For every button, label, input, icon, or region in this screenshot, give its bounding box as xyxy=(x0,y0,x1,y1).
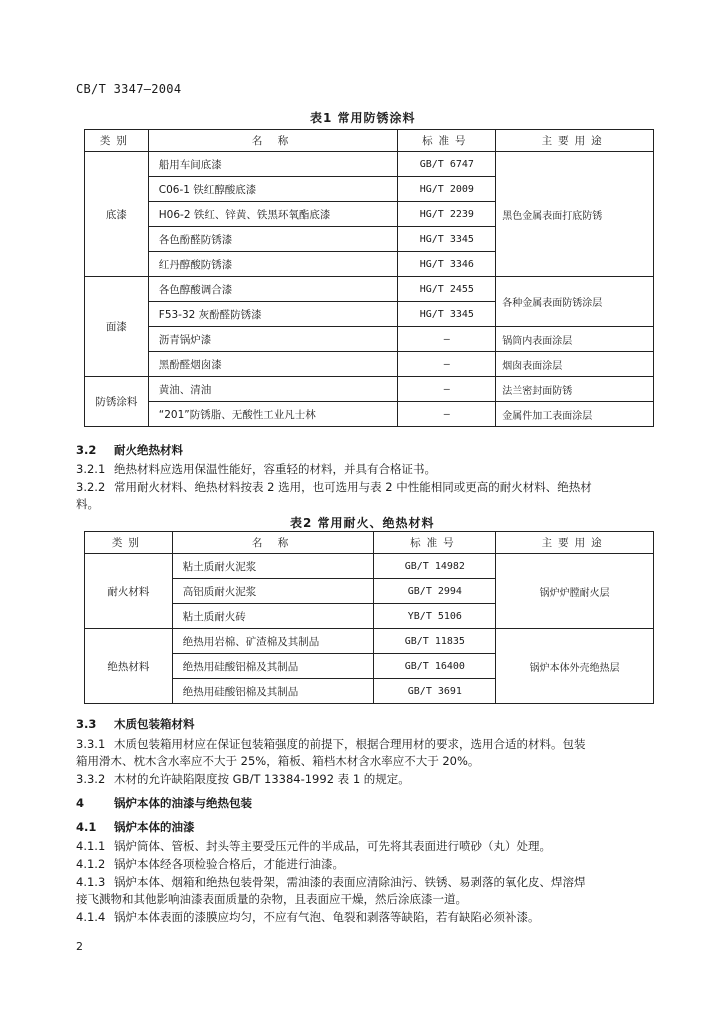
section-3-2-heading xyxy=(76,442,662,459)
table1-code: — xyxy=(398,352,496,377)
table1-use: 金属件加工表面涂层 xyxy=(496,402,654,427)
table1-header-use: 主要用途 xyxy=(496,130,654,152)
clause-number: 3.2.1 xyxy=(76,462,106,476)
table1-name: 船用车间底漆 xyxy=(148,152,398,177)
table1-name: F53-32 灰酚醛防锈漆 xyxy=(148,302,398,327)
clause-number: 4.1.1 xyxy=(76,839,106,853)
table2-header-name: 名 称 xyxy=(172,532,374,554)
clause-text: 锅炉本体经各项检验合格后，才能进行油漆。 xyxy=(114,857,344,871)
table1-code: — xyxy=(398,377,496,402)
table1-name: 红丹醇酸防锈漆 xyxy=(148,252,398,277)
clause-text: 木材的允许缺陷限度按 GB/T 13384-1992 表 1 的规定。 xyxy=(114,772,410,786)
table-row xyxy=(85,352,654,377)
table1-code: HG/T 3345 xyxy=(398,227,496,252)
section-number: 3.2 xyxy=(76,443,97,457)
clause-text-continued: 箱用滑木、枕木含水率应不大于 25%，箱板、箱档木材含水率应不大于 20%。 xyxy=(76,754,480,768)
clause-text: 绝热材料应选用保温性能好，容重轻的材料，并具有合格证书。 xyxy=(114,462,436,476)
table2-code: GB/T 16400 xyxy=(374,654,496,679)
table-row xyxy=(85,629,654,654)
table1-name: “201”防锈脂、无酸性工业凡士林 xyxy=(148,402,398,427)
table1 xyxy=(84,129,654,427)
section-title: 锅炉本体的油漆与绝热包装 xyxy=(114,796,252,810)
table1-name: 沥青锅炉漆 xyxy=(148,327,398,352)
clause-4-1-4 xyxy=(76,909,662,926)
table2-use: 锅炉炉膛耐火层 xyxy=(496,554,654,629)
table2-code: YB/T 5106 xyxy=(374,604,496,629)
clause-text: 锅炉本体、烟箱和绝热包装骨架，需油漆的表面应清除油污、铁锈、易剥落的氧化皮、焊溶焊 xyxy=(114,875,586,889)
table1-name: C06-1 铁红醇酸底漆 xyxy=(148,177,398,202)
clause-text: 常用耐火材料、绝热材料按表 2 选用，也可选用与表 2 中性能相同或更高的耐火材料、绝热材 xyxy=(114,480,592,494)
clause-3-2-2-continued xyxy=(76,496,662,513)
table2-name: 粘土质耐火砖 xyxy=(172,604,374,629)
clause-text: 锅炉筒体、管板、封头等主要受压元件的半成品，可先将其表面进行喷砂（丸）处理。 xyxy=(114,839,551,853)
table-row xyxy=(85,402,654,427)
table-row xyxy=(85,554,654,579)
section-number: 4 xyxy=(76,796,85,810)
table1-name: 各色醇酸调合漆 xyxy=(148,277,398,302)
table1-header-row xyxy=(85,130,654,152)
table1-code: HG/T 3346 xyxy=(398,252,496,277)
table1-use: 黑色金属表面打底防锈 xyxy=(496,152,654,277)
clause-3-3-1-continued xyxy=(76,753,662,770)
table1-code: HG/T 3345 xyxy=(398,302,496,327)
table1-category-antirust: 防锈涂料 xyxy=(85,377,149,427)
table1-name: 各色酚醛防锈漆 xyxy=(148,227,398,252)
table1-code: GB/T 6747 xyxy=(398,152,496,177)
table1-name: 黑酚醛烟囱漆 xyxy=(148,352,398,377)
clause-4-1-2 xyxy=(76,856,662,873)
clause-3-3-2 xyxy=(76,771,662,788)
table1-name: 黄油、清油 xyxy=(148,377,398,402)
table2-code: GB/T 3691 xyxy=(374,679,496,704)
clause-text: 木质包装箱用材应在保证包装箱强度的前提下，根据合理用材的要求，选用合适的材料。包装 xyxy=(114,737,586,751)
clause-number: 3.3.2 xyxy=(76,772,106,786)
table2-header-use: 主要用途 xyxy=(496,532,654,554)
table2-header-category: 类别 xyxy=(85,532,173,554)
section-title: 耐火绝热材料 xyxy=(114,443,183,457)
table1-header-category: 类别 xyxy=(85,130,149,152)
table1-code: — xyxy=(398,327,496,352)
standard-code-header: CB/T 3347—2004 xyxy=(76,82,182,96)
table1-caption: 表1 常用防锈涂料 xyxy=(310,111,416,125)
table2-name: 绝热用硅酸铝棉及其制品 xyxy=(172,654,374,679)
table2-category-refractory: 耐火材料 xyxy=(85,554,173,629)
table1-header-name: 名 称 xyxy=(148,130,398,152)
clause-4-1-3-continued xyxy=(76,891,662,908)
clause-number: 4.1.2 xyxy=(76,857,106,871)
section-4-1-heading xyxy=(76,819,662,836)
table1-use: 烟囱表面涂层 xyxy=(496,352,654,377)
table1-use: 法兰密封面防锈 xyxy=(496,377,654,402)
section-number: 3.3 xyxy=(76,717,97,731)
clause-4-1-1 xyxy=(76,838,662,855)
table2-name: 绝热用硅酸铝棉及其制品 xyxy=(172,679,374,704)
table-row xyxy=(85,152,654,177)
clause-number: 3.2.2 xyxy=(76,480,106,494)
table-row xyxy=(85,327,654,352)
table1-use: 各种金属表面防锈涂层 xyxy=(496,277,654,327)
clause-number: 4.1.3 xyxy=(76,875,106,889)
table2-code: GB/T 14982 xyxy=(374,554,496,579)
clause-text-continued: 接飞溅物和其他影响油漆表面质量的杂物，且表面应干燥，然后涂底漆一道。 xyxy=(76,892,467,906)
table1-code: HG/T 2455 xyxy=(398,277,496,302)
table2-header-code: 标准号 xyxy=(374,532,496,554)
table-row xyxy=(85,277,654,302)
table2 xyxy=(84,531,654,704)
clause-text: 锅炉本体表面的漆膜应均匀，不应有气泡、龟裂和剥落等缺陷，若有缺陷必须补漆。 xyxy=(114,910,540,924)
table1-code: — xyxy=(398,402,496,427)
clause-number: 3.3.1 xyxy=(76,737,106,751)
section-number: 4.1 xyxy=(76,820,97,834)
section-4-heading xyxy=(76,795,662,812)
clause-number: 4.1.4 xyxy=(76,910,106,924)
section-3-3-heading xyxy=(76,716,662,733)
clause-4-1-3 xyxy=(76,874,662,891)
section-title: 锅炉本体的油漆 xyxy=(114,820,195,834)
table2-code: GB/T 2994 xyxy=(374,579,496,604)
table1-name: H06-2 铁红、锌黄、铁黑环氧酯底漆 xyxy=(148,202,398,227)
table2-code: GB/T 11835 xyxy=(374,629,496,654)
table2-use: 锅炉本体外壳绝热层 xyxy=(496,629,654,704)
page-number: 2 xyxy=(76,940,83,953)
table1-category-topcoat: 面漆 xyxy=(85,277,149,377)
table2-name: 高铝质耐火泥浆 xyxy=(172,579,374,604)
table1-use: 锅筒内表面涂层 xyxy=(496,327,654,352)
table-row xyxy=(85,377,654,402)
table1-code: HG/T 2239 xyxy=(398,202,496,227)
section-title: 木质包装箱材料 xyxy=(114,717,195,731)
table2-name: 绝热用岩棉、矿渣棉及其制品 xyxy=(172,629,374,654)
clause-3-2-2 xyxy=(76,479,662,496)
table1-code: HG/T 2009 xyxy=(398,177,496,202)
clause-3-3-1 xyxy=(76,736,662,753)
clause-3-2-1 xyxy=(76,461,662,478)
table2-header-row xyxy=(85,532,654,554)
table2-caption: 表2 常用耐火、绝热材料 xyxy=(290,516,435,530)
table2-name: 粘土质耐火泥浆 xyxy=(172,554,374,579)
clause-text-continued: 料。 xyxy=(76,497,99,511)
table1-header-code: 标准号 xyxy=(398,130,496,152)
table2-category-insulation: 绝热材料 xyxy=(85,629,173,704)
table1-category-primer: 底漆 xyxy=(85,152,149,277)
